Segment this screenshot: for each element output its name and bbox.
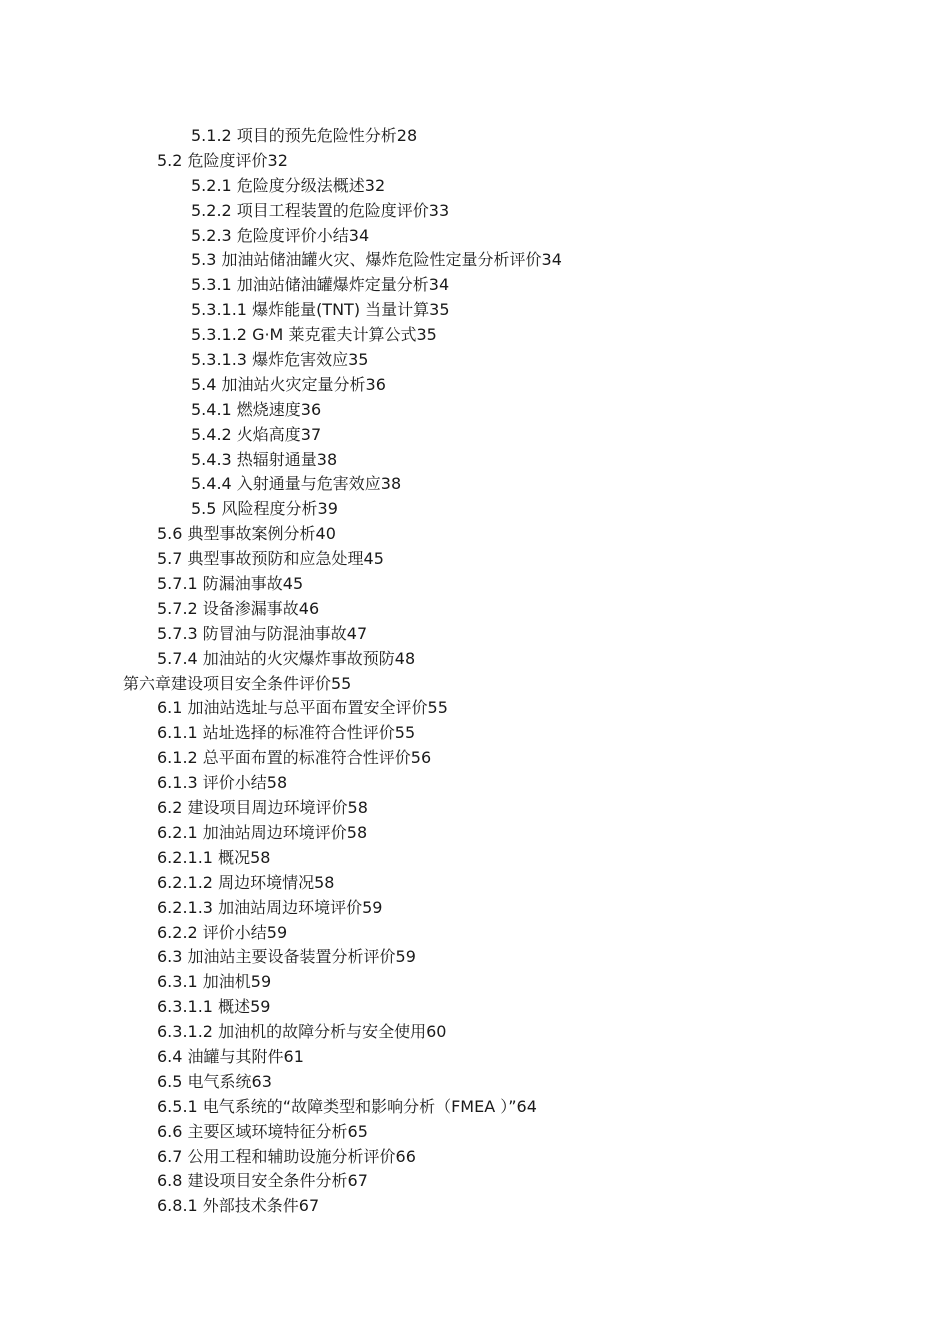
toc-entry: 6.1.2 总平面布置的标准符合性评价56 [157,748,432,768]
toc-entry: 5.3.1 加油站储油罐爆炸定量分析34 [191,275,450,295]
toc-entry: 5.3 加油站储油罐火灾、爆炸危险性定量分析评价34 [191,250,562,270]
toc-entry: 5.4.1 燃烧速度36 [191,399,322,419]
toc-entry: 5.2 危险度评价32 [157,150,288,170]
toc-entry: 6.2.1.3 加油站周边环境评价59 [157,897,383,917]
toc-chapter-heading: 第六章建设项目安全条件评价55 [123,673,352,693]
toc-entry: 5.3.1.3 爆炸危害效应35 [191,350,369,370]
table-of-contents [0,124,950,1219]
toc-entry: 6.2.1 加油站周边环境评价58 [157,822,368,842]
toc-entry: 6.7 公用工程和辅助设施分析评价66 [157,1146,416,1166]
toc-entry: 6.3.1.2 加油机的故障分析与安全使用60 [157,1022,447,1042]
toc-entry: 5.7.1 防漏油事故45 [157,574,304,594]
toc-entry: 5.4.2 火焰高度37 [191,424,322,444]
toc-entry: 6.3 加油站主要设备装置分析评价59 [157,947,416,967]
toc-entry: 6.8 建设项目安全条件分析67 [157,1171,368,1191]
toc-entry: 6.3.1.1 概述59 [157,997,271,1017]
toc-entry: 6.2.1.1 概况58 [157,847,271,867]
toc-entry: 6.8.1 外部技术条件67 [157,1196,320,1216]
toc-entry: 6.2.2 评价小结59 [157,922,288,942]
toc-entry: 5.3.1.2 G·M 莱克霍夫计算公式35 [191,325,437,345]
toc-entry: 5.7.3 防冒油与防混油事故47 [157,623,368,643]
toc-entry: 5.5 风险程度分析39 [191,499,338,519]
toc-entry: 6.1.1 站址选择的标准符合性评价55 [157,723,416,743]
toc-entry: 5.7.4 加油站的火灾爆炸事故预防48 [157,648,416,668]
toc-entry: 5.2.1 危险度分级法概述32 [191,175,386,195]
toc-entry: 6.2.1.2 周边环境情况58 [157,872,335,892]
toc-entry: 5.6 典型事故案例分析40 [157,524,336,544]
toc-entry: 6.1.3 评价小结58 [157,773,288,793]
toc-entry: 6.6 主要区域环境特征分析65 [157,1121,368,1141]
toc-entry: 6.4 油罐与其附件61 [157,1046,304,1066]
toc-entry: 6.5.1 电气系统的“故障类型和影响分析（FMEA ）”64 [157,1096,537,1116]
toc-entry: 5.1.2 项目的预先危险性分析28 [191,126,418,145]
toc-entry: 6.2 建设项目周边环境评价58 [157,798,368,818]
toc-entry: 5.2.2 项目工程装置的危险度评价33 [191,200,450,220]
toc-entry: 5.7.2 设备渗漏事故46 [157,598,320,618]
toc-entry: 6.5 电气系统63 [157,1071,272,1091]
toc-entry: 5.2.3 危险度评价小结34 [191,225,370,245]
toc-entry: 6.3.1 加油机59 [157,972,272,992]
toc-entry: 5.4 加油站火灾定量分析36 [191,374,386,394]
toc-entry: 5.7 典型事故预防和应急处理45 [157,549,384,569]
toc-entry: 5.3.1.1 爆炸能量(TNT) 当量计算35 [191,300,450,320]
toc-entry: 5.4.4 入射通量与危害效应38 [191,474,402,494]
toc-entry: 6.1 加油站选址与总平面布置安全评价55 [157,698,448,718]
toc-entry: 5.4.3 热辐射通量38 [191,449,338,469]
